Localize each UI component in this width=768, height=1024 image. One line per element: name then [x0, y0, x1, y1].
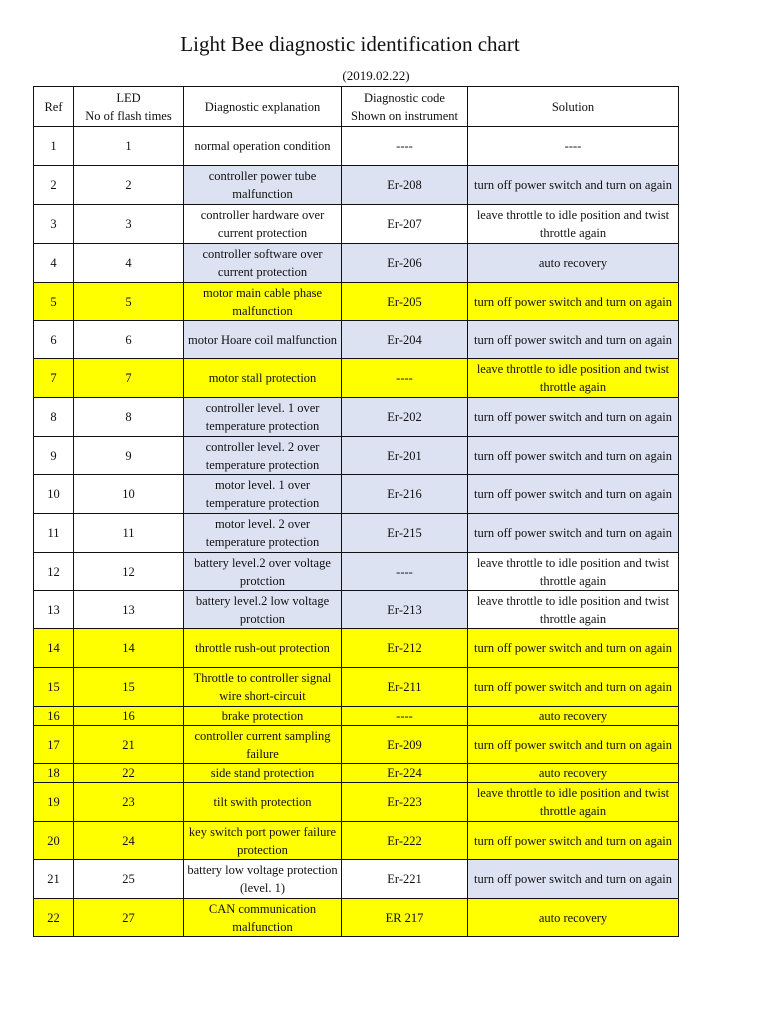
- cell-ref: 5: [34, 283, 74, 321]
- cell-ref: 9: [34, 437, 74, 475]
- header-code: [342, 87, 468, 127]
- table-row: [34, 359, 679, 398]
- cell-code: Er-213: [342, 591, 468, 629]
- cell-ref: 20: [34, 822, 74, 860]
- cell-solution: leave throttle to idle position and twist throttle again: [468, 359, 679, 398]
- cell-code: Er-211: [342, 668, 468, 707]
- cell-explanation: motor level. 1 over temperature protection: [184, 475, 342, 514]
- cell-led: 4: [74, 244, 184, 283]
- table-row: [34, 822, 679, 860]
- cell-solution: turn off power switch and turn on again: [468, 514, 679, 553]
- cell-solution: auto recovery: [468, 899, 679, 937]
- table-row: [34, 127, 679, 166]
- cell-solution: leave throttle to idle position and twist throttle again: [468, 553, 679, 591]
- header-explanation: Diagnostic explanation: [184, 87, 342, 127]
- table-row: [34, 783, 679, 822]
- cell-code: Er-221: [342, 860, 468, 899]
- cell-led: 15: [74, 668, 184, 707]
- cell-ref: 21: [34, 860, 74, 899]
- header-solution: Solution: [468, 87, 679, 127]
- cell-led: 25: [74, 860, 184, 899]
- cell-code: Er-215: [342, 514, 468, 553]
- table-row: [34, 629, 679, 668]
- table-row: [34, 899, 679, 937]
- cell-led: 9: [74, 437, 184, 475]
- cell-ref: 10: [34, 475, 74, 514]
- diagnostic-table: [33, 86, 679, 937]
- cell-explanation: motor Hoare coil malfunction: [184, 321, 342, 359]
- cell-led: 23: [74, 783, 184, 822]
- cell-explanation: throttle rush-out protection: [184, 629, 342, 668]
- cell-ref: 16: [34, 707, 74, 726]
- cell-solution: turn off power switch and turn on again: [468, 283, 679, 321]
- cell-code: Er-212: [342, 629, 468, 668]
- cell-explanation: controller power tube malfunction: [184, 166, 342, 205]
- cell-ref: 12: [34, 553, 74, 591]
- cell-led: 27: [74, 899, 184, 937]
- cell-code: Er-224: [342, 764, 468, 783]
- cell-code: Er-204: [342, 321, 468, 359]
- cell-explanation: tilt swith protection: [184, 783, 342, 822]
- cell-ref: 1: [34, 127, 74, 166]
- cell-solution: auto recovery: [468, 244, 679, 283]
- cell-led: 14: [74, 629, 184, 668]
- cell-ref: 6: [34, 321, 74, 359]
- header-ref: Ref: [34, 87, 74, 127]
- cell-led: 21: [74, 726, 184, 764]
- cell-explanation: controller level. 1 over temperature protection: [184, 398, 342, 437]
- cell-ref: 3: [34, 205, 74, 244]
- cell-led: 5: [74, 283, 184, 321]
- cell-solution: turn off power switch and turn on again: [468, 860, 679, 899]
- cell-code: Er-201: [342, 437, 468, 475]
- cell-led: 16: [74, 707, 184, 726]
- cell-ref: 4: [34, 244, 74, 283]
- header-code-line2: Shown on instrument: [351, 108, 458, 123]
- header-row: [34, 87, 679, 127]
- cell-code: Er-216: [342, 475, 468, 514]
- cell-explanation: key switch port power failure protection: [184, 822, 342, 860]
- cell-code: ----: [342, 127, 468, 166]
- table-row: [34, 205, 679, 244]
- table-row: [34, 244, 679, 283]
- cell-ref: 15: [34, 668, 74, 707]
- cell-solution: turn off power switch and turn on again: [468, 726, 679, 764]
- cell-led: 6: [74, 321, 184, 359]
- table-row: [34, 591, 679, 629]
- cell-led: 13: [74, 591, 184, 629]
- cell-explanation: controller level. 2 over temperature protection: [184, 437, 342, 475]
- cell-led: 7: [74, 359, 184, 398]
- cell-led: 3: [74, 205, 184, 244]
- cell-explanation: controller software over current protection: [184, 244, 342, 283]
- cell-solution: turn off power switch and turn on again: [468, 822, 679, 860]
- cell-solution: turn off power switch and turn on again: [468, 668, 679, 707]
- cell-solution: turn off power switch and turn on again: [468, 629, 679, 668]
- cell-ref: 17: [34, 726, 74, 764]
- cell-code: Er-206: [342, 244, 468, 283]
- cell-explanation: side stand protection: [184, 764, 342, 783]
- cell-led: 11: [74, 514, 184, 553]
- cell-solution: leave throttle to idle position and twist throttle again: [468, 205, 679, 244]
- cell-explanation: Throttle to controller signal wire short-circuit: [184, 668, 342, 707]
- cell-led: 24: [74, 822, 184, 860]
- header-led: [74, 87, 184, 127]
- table-row: [34, 726, 679, 764]
- cell-explanation: controller current sampling failure: [184, 726, 342, 764]
- cell-led: 22: [74, 764, 184, 783]
- chart-date: (2019.02.22): [342, 68, 410, 83]
- header-led-line2: No of flash times: [85, 108, 172, 123]
- cell-solution: leave throttle to idle position and twist throttle again: [468, 591, 679, 629]
- cell-solution: turn off power switch and turn on again: [468, 398, 679, 437]
- table-row: [34, 553, 679, 591]
- cell-explanation: motor level. 2 over temperature protection: [184, 514, 342, 553]
- cell-solution: turn off power switch and turn on again: [468, 475, 679, 514]
- header-led-line1: LED: [116, 90, 141, 105]
- cell-explanation: battery level.2 low voltage protction: [184, 591, 342, 629]
- chart-title: Light Bee diagnostic identification chart: [180, 32, 520, 56]
- table-row: [34, 166, 679, 205]
- cell-code: ----: [342, 707, 468, 726]
- cell-code: ----: [342, 553, 468, 591]
- cell-solution: ----: [468, 127, 679, 166]
- cell-solution: auto recovery: [468, 764, 679, 783]
- cell-explanation: controller hardware over current protection: [184, 205, 342, 244]
- cell-solution: turn off power switch and turn on again: [468, 321, 679, 359]
- cell-explanation: battery low voltage protection (level. 1): [184, 860, 342, 899]
- cell-solution: turn off power switch and turn on again: [468, 437, 679, 475]
- table-row: [34, 514, 679, 553]
- cell-code: Er-208: [342, 166, 468, 205]
- table-row: [34, 437, 679, 475]
- cell-code: Er-207: [342, 205, 468, 244]
- cell-ref: 18: [34, 764, 74, 783]
- cell-ref: 14: [34, 629, 74, 668]
- cell-explanation: brake protection: [184, 707, 342, 726]
- cell-code: Er-222: [342, 822, 468, 860]
- header-code-line1: Diagnostic code: [364, 90, 445, 105]
- cell-ref: 22: [34, 899, 74, 937]
- cell-explanation: motor main cable phase malfunction: [184, 283, 342, 321]
- table-row: [34, 668, 679, 707]
- cell-ref: 11: [34, 514, 74, 553]
- cell-ref: 13: [34, 591, 74, 629]
- cell-code: Er-205: [342, 283, 468, 321]
- table-row: [34, 398, 679, 437]
- cell-solution: turn off power switch and turn on again: [468, 166, 679, 205]
- cell-led: 1: [74, 127, 184, 166]
- cell-solution: auto recovery: [468, 707, 679, 726]
- table-row: [34, 707, 679, 726]
- cell-led: 2: [74, 166, 184, 205]
- cell-solution: leave throttle to idle position and twist throttle again: [468, 783, 679, 822]
- cell-explanation: motor stall protection: [184, 359, 342, 398]
- table-row: [34, 321, 679, 359]
- cell-explanation: normal operation condition: [184, 127, 342, 166]
- cell-led: 8: [74, 398, 184, 437]
- cell-code: ----: [342, 359, 468, 398]
- cell-ref: 19: [34, 783, 74, 822]
- cell-led: 10: [74, 475, 184, 514]
- cell-ref: 2: [34, 166, 74, 205]
- cell-led: 12: [74, 553, 184, 591]
- table-row: [34, 283, 679, 321]
- cell-code: Er-209: [342, 726, 468, 764]
- cell-code: Er-223: [342, 783, 468, 822]
- table-row: [34, 860, 679, 899]
- cell-code: ER 217: [342, 899, 468, 937]
- table-row: [34, 475, 679, 514]
- cell-ref: 8: [34, 398, 74, 437]
- table-row: [34, 764, 679, 783]
- cell-code: Er-202: [342, 398, 468, 437]
- cell-explanation: CAN communication malfunction: [184, 899, 342, 937]
- cell-explanation: battery level.2 over voltage protction: [184, 553, 342, 591]
- cell-ref: 7: [34, 359, 74, 398]
